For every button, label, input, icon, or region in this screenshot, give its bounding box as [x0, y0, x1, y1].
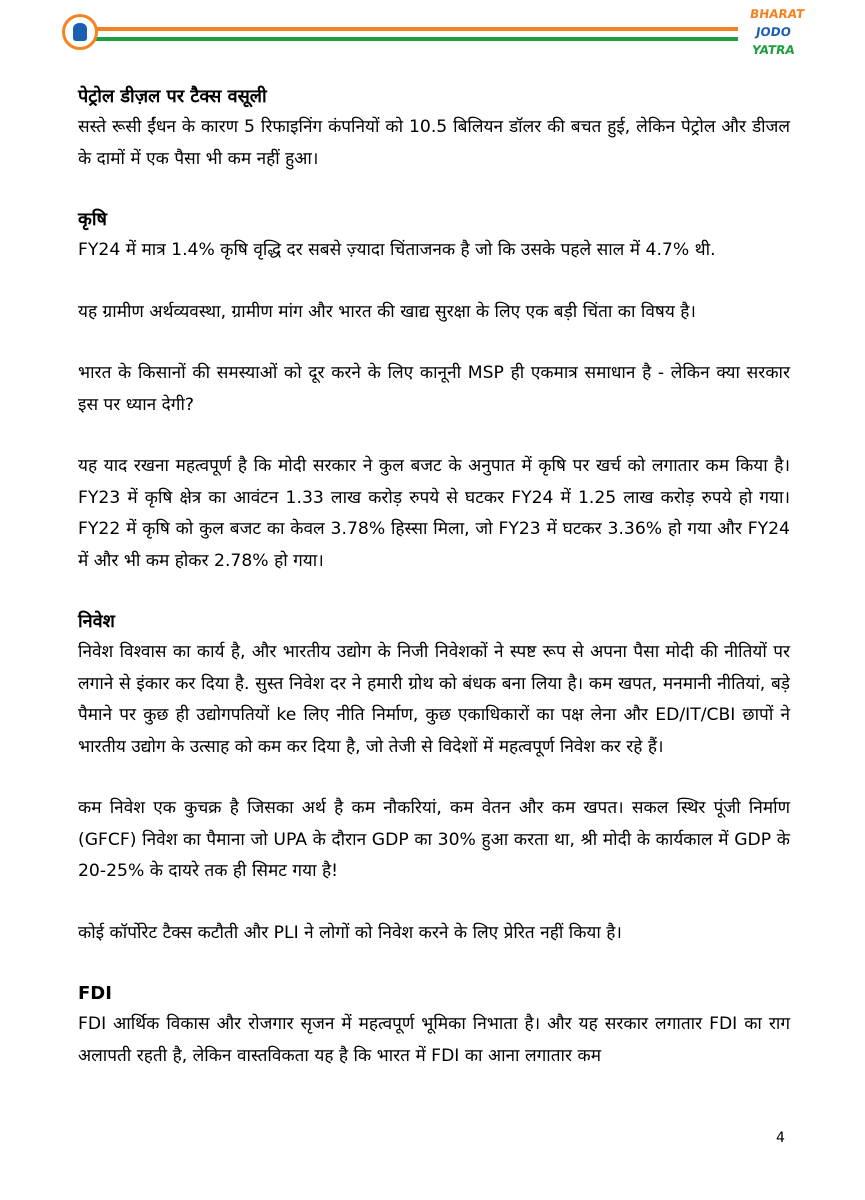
- paragraph-investment-1: निवेश विश्वास का कार्य है, और भारतीय उद्योग के निजी निवेशकों ने स्पष्ट रूप से अपना पैसा मोदी की नीतियों पर लगाने से इंकार कर दिया है. सुस्त निवेश दर ने हमारी ग्रोथ को बंधक बना लिया है। कम खपत, मनमानी नीतियां, बड़े पैमाने पर कुछ ही उद्योगपतियों ke लिए नीति निर्माण, कुछ एकाधिकारों का पक्ष लेना और ED/IT/CBI छापों ने भारतीय उद्योग के उत्साह को कम कर दिया है, जो तेजी से विदेशों में महत्वपूर्ण निवेश कर रहे हैं।: [78, 642, 790, 757]
- logo-word-2: JODO: [755, 25, 792, 39]
- bharat-jodo-yatra-logo: [746, 2, 806, 66]
- paragraph-agriculture-2: यह ग्रामीण अर्थव्यवस्था, ग्रामीण मांग और भारत की खाद्य सुरक्षा के लिए एक बड़ी चिंता का विषय है।: [78, 301, 696, 322]
- section-heading-petrol: पेट्रोल डीज़ल पर टैक्स वसूली: [78, 86, 267, 107]
- paragraph-agriculture-4: यह याद रखना महत्वपूर्ण है कि मोदी सरकार ने कुल बजट के अनुपात में कृषि पर खर्च को लगातार कम किया है। FY23 में कृषि क्षेत्र का आवंटन 1.33 लाख करोड़ रुपये से घटकर FY24 में 1.25 लाख करोड़ रुपये हो गया। FY22 में कृषि को कुल बजट का केवल 3.78% हिस्सा मिला, जो FY23 में घटकर 3.36% हो गया और FY24 में और भी कम होकर 2.78% हो गया।: [78, 456, 790, 571]
- logo-word-3: YATRA: [751, 43, 796, 57]
- page-number: 4: [776, 1130, 785, 1146]
- logo-word-1: BHARAT: [749, 7, 806, 21]
- paragraph-petrol: सस्ते रूसी ईंधन के कारण 5 रिफाइनिंग कंपनियों को 10.5 बिलियन डॉलर की बचत हुई, लेकिन पेट्रोल और डीजल के दामों में एक पैसा भी कम नहीं हुआ।: [78, 117, 790, 169]
- white-stripe: [78, 31, 738, 33]
- section-heading-investment: निवेश: [78, 611, 115, 632]
- green-stripe: [78, 37, 738, 41]
- paragraph-agriculture-1: FY24 में मात्र 1.4% कृषि वृद्धि दर सबसे ज़्यादा चिंताजनक है जो कि उसके पहले साल में 4.7% थी.: [78, 240, 716, 260]
- page-header: [0, 0, 865, 80]
- section-heading-agriculture: कृषि: [78, 209, 107, 230]
- paragraph-investment-3: कोई कॉर्पोरेट टैक्स कटौती और PLI ने लोगों को निवेश करने के लिए प्रेरित नहीं किया है।: [78, 922, 622, 943]
- paragraph-fdi-1: FDI आर्थिक विकास और रोजगार सृजन में महत्वपूर्ण भूमिका निभाता है। और यह सरकार लगातार FDI का राग अलापती रहती है, लेकिन वास्तविकता यह है कि भारत में FDI का आना लगातार कम: [78, 1014, 790, 1066]
- section-heading-fdi: FDI: [78, 983, 112, 1004]
- document-body: [78, 82, 790, 1072]
- paragraph-investment-2: कम निवेश एक कुचक्र है जिसका अर्थ है कम नौकरियां, कम वेतन और कम खपत। सकल स्थिर पूंजी निर्माण (GFCF) निवेश का पैमाना जो UPA के दौरान GDP का 30% हुआ करता था, श्री मोदी के कार्यकाल में GDP के 20-25% के दायरे तक ही सिमट गया है!: [78, 798, 790, 881]
- congress-hand-emblem-icon: [62, 14, 98, 50]
- paragraph-agriculture-3: भारत के किसानों की समस्याओं को दूर करने के लिए कानूनी MSP ही एकमात्र समाधान है - लेकिन क्या सरकार इस पर ध्यान देगी?: [78, 363, 790, 415]
